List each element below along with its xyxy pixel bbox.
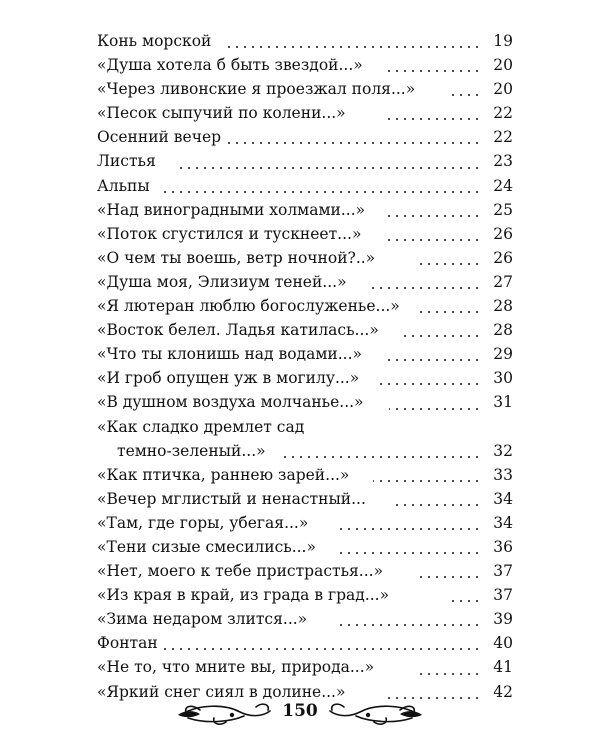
dot-leader xyxy=(417,673,481,675)
dot-leader xyxy=(373,480,481,482)
dot-leader xyxy=(281,456,481,458)
dot-leader xyxy=(337,528,481,530)
dot-leader xyxy=(161,648,481,650)
toc-entry-page: 28 xyxy=(493,297,513,316)
dot-leader xyxy=(383,359,481,361)
toc-entry-page: 32 xyxy=(493,441,513,460)
toc-entry-title: «Песок сыпучий по колени...» xyxy=(97,104,346,123)
toc-entry-title: «Как сладко дремлет сад xyxy=(97,417,305,436)
toc-entry-title: «В душном воздуха молчанье...» xyxy=(97,393,364,412)
toc-entry-page: 22 xyxy=(493,104,513,123)
toc-entry[interactable] xyxy=(97,198,513,222)
dot-leader xyxy=(393,504,481,506)
page-number: 150 xyxy=(282,701,318,721)
toc-entry[interactable] xyxy=(97,29,513,53)
toc-entry[interactable] xyxy=(97,583,513,607)
toc-entry-page: 34 xyxy=(493,513,513,532)
dot-leader xyxy=(225,46,481,48)
dot-leader xyxy=(419,311,481,313)
toc-entry-page: 24 xyxy=(493,176,513,195)
toc-entry-page: 39 xyxy=(493,610,513,629)
toc-entry[interactable] xyxy=(97,415,513,463)
page-footer xyxy=(0,696,600,732)
toc-entry[interactable] xyxy=(97,174,513,198)
toc-entry-title: «Как птичка, раннею зарей...» xyxy=(97,465,350,484)
toc-entry[interactable] xyxy=(97,77,513,101)
toc-entry-page: 27 xyxy=(493,272,513,291)
toc-entry[interactable] xyxy=(97,222,513,246)
toc-entry-page: 36 xyxy=(493,537,513,556)
toc-entry-page: 22 xyxy=(493,128,513,147)
dot-leader xyxy=(389,408,481,410)
toc-entry-title: «Зима недаром злится...» xyxy=(97,610,308,629)
dot-leader xyxy=(385,70,481,72)
dot-leader xyxy=(337,624,481,626)
toc-entry-title: «Тени сизые смесились...» xyxy=(97,537,316,556)
dot-leader xyxy=(161,191,481,193)
toc-entry[interactable] xyxy=(97,318,513,342)
dot-leader xyxy=(369,287,481,289)
toc-entry-title: Конь морской xyxy=(97,32,212,50)
toc-entry-page: 26 xyxy=(493,224,513,243)
toc-entry[interactable] xyxy=(97,463,513,487)
toc-entry-title-continued: темно-зеленый...» xyxy=(117,441,266,460)
toc-entry-page: 31 xyxy=(493,393,513,412)
toc-entry-page: 37 xyxy=(493,562,513,581)
toc-entry-title: «И гроб опущен уж в могилу...» xyxy=(97,369,360,388)
toc-entry-title: «Через ливонские я проезжал поля...» xyxy=(97,80,416,99)
toc-entry-title: «Что ты клонишь над водами...» xyxy=(97,345,362,364)
toc-entry[interactable] xyxy=(97,535,513,559)
toc-entry-page: 41 xyxy=(493,658,513,677)
dot-leader xyxy=(379,383,481,385)
table-of-contents xyxy=(97,29,513,704)
toc-entry-title: Альпы xyxy=(97,176,150,195)
dot-leader xyxy=(225,142,481,144)
toc-entry-page: 30 xyxy=(493,369,513,388)
dot-leader xyxy=(399,335,481,337)
dot-leader xyxy=(449,600,481,602)
toc-entry-page: 26 xyxy=(493,248,513,267)
toc-entry-title: «Нет, моего к тебе пристрастья...» xyxy=(97,562,384,581)
toc-entry-page: 42 xyxy=(493,682,513,701)
toc-entry[interactable] xyxy=(97,53,513,77)
toc-entry-page: 20 xyxy=(493,80,513,99)
toc-entry[interactable] xyxy=(97,101,513,125)
toc-entry-title: «Там, где горы, убегая...» xyxy=(97,513,309,532)
toc-entry[interactable] xyxy=(97,390,513,414)
toc-entry[interactable] xyxy=(97,559,513,583)
toc-entry[interactable] xyxy=(97,655,513,679)
dot-leader xyxy=(177,167,481,169)
toc-entry-title: «О чем ты воешь, ветр ночной?..» xyxy=(97,248,376,267)
toc-entry[interactable] xyxy=(97,149,513,173)
dot-leader xyxy=(419,576,481,578)
toc-entry-title: «Душа моя, Элизиум теней...» xyxy=(97,272,347,291)
toc-entry[interactable] xyxy=(97,246,513,270)
toc-entry-page: 37 xyxy=(493,586,513,605)
toc-entry[interactable] xyxy=(97,366,513,390)
toc-entry-title: «Я лютеран люблю богослуженье...» xyxy=(97,297,400,316)
toc-entry-page: 28 xyxy=(493,321,513,340)
toc-entry[interactable] xyxy=(97,511,513,535)
dot-leader xyxy=(337,552,481,554)
toc-entry-title: Осенний вечер xyxy=(97,128,222,147)
toc-entry-title: «Вечер мглистый и ненастный... xyxy=(97,489,366,508)
toc-entry[interactable] xyxy=(97,607,513,631)
toc-entry-page: 29 xyxy=(493,345,513,364)
toc-entry[interactable] xyxy=(97,342,513,366)
dot-leader xyxy=(387,118,481,120)
toc-entry-title: «Поток сгустился и тускнеет...» xyxy=(97,224,362,243)
toc-entry-page: 19 xyxy=(493,32,513,50)
toc-entry-page: 33 xyxy=(493,465,513,484)
toc-entry-page: 40 xyxy=(493,634,513,653)
toc-entry[interactable] xyxy=(97,631,513,655)
toc-entry-title: «Яркий снег сиял в долине...» xyxy=(97,682,346,701)
toc-entry[interactable] xyxy=(97,270,513,294)
toc-entry-page: 23 xyxy=(493,152,513,171)
dot-leader xyxy=(387,239,481,241)
dot-leader xyxy=(419,263,481,265)
dot-leader xyxy=(447,94,481,96)
dot-leader xyxy=(383,215,481,217)
toc-entry[interactable] xyxy=(97,294,513,318)
toc-entry-title: «Душа хотела б быть звездой...» xyxy=(97,56,363,75)
toc-entry-title: «Не то, что мните вы, природа...» xyxy=(97,658,375,677)
toc-entry-title: Листья xyxy=(97,152,156,171)
toc-entry-title: «Над виноградными холмами...» xyxy=(97,200,366,219)
toc-entry[interactable] xyxy=(97,125,513,149)
toc-entry-title: Фонтан xyxy=(97,634,158,653)
toc-entry-page: 34 xyxy=(493,489,513,508)
toc-entry-page: 25 xyxy=(493,200,513,219)
toc-entry-title: «Из края в край, из града в град...» xyxy=(97,586,390,605)
toc-entry-page: 20 xyxy=(493,56,513,75)
toc-entry-title: «Восток белел. Ладья катилась...» xyxy=(97,321,379,340)
toc-entry[interactable] xyxy=(97,487,513,511)
